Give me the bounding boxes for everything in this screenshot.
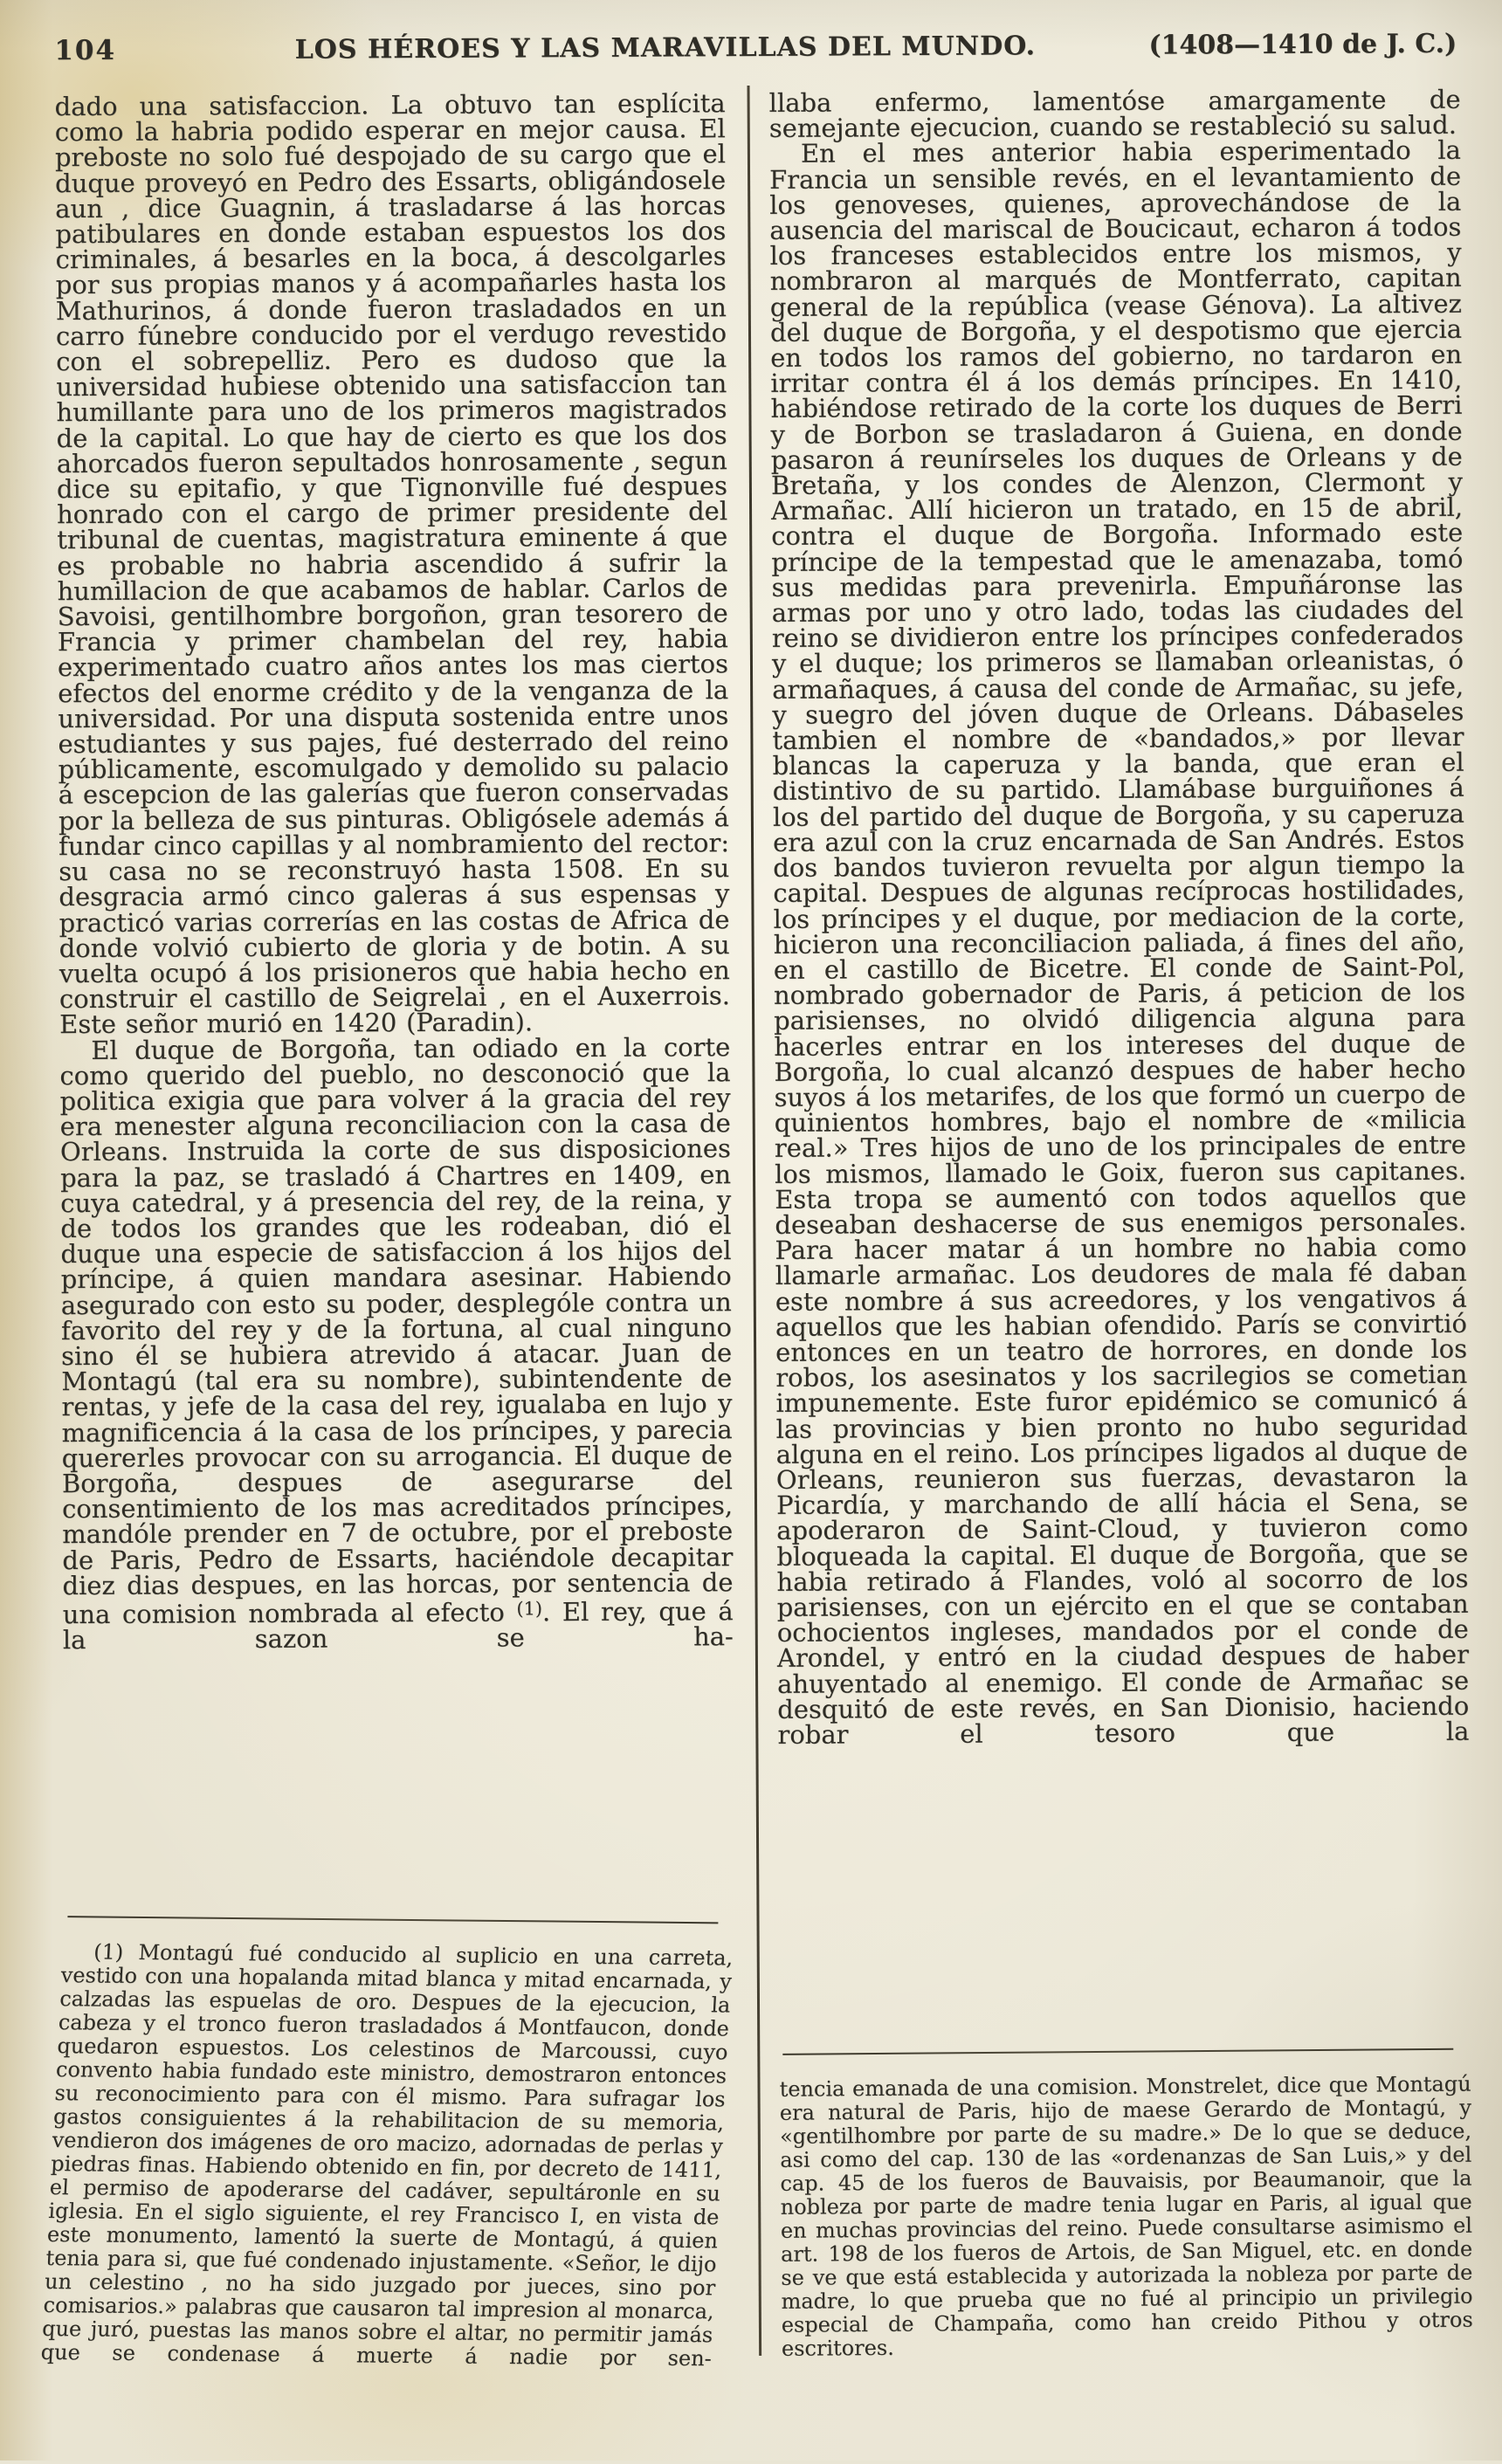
left-column (40, 88, 738, 2371)
left-paragraph-1: dado una satisfaccion. La obtuvo tan esplícita como la habria podido esperar en mejor causa. El preboste no solo fué despojado de su cargo que el duque proveyó en Pedro des Essarts, obligándosele aun , dice Guagnin, á trasladarse á las horcas patibulares en donde estaban espuestos los dos criminales, á besarles en la boca, á descolgarles por sus propias manos y á acompañarles hasta los Mathurinos, á donde fueron trasladados en un carro fúnebre conducido por el verdugo revestido con el sobrepelliz. Pero es dudoso que la universidad hubiese obtenido una satisfaccion tan humillante para uno de los primeros magistrados de la capital. Lo que hay de cierto es que los dos ahorcados fueron sepultados honrosamente , segun dice su epitafio, y que Tignonville fué despues honrado con el cargo de primer presidente del tribunal de cuentas, magistratura eminente á que es probable no habria ascendido á sufrir la humillacion de que acabamos de hablar. Carlos de Savoisi, gentilhombre borgoñon, gran tesorero de Francia y primer chambelan del rey, habia experimentado cuatro años antes los mas ciertos efectos del enorme crédito y de la venganza de la universidad. Por una disputa sostenida entre unos estudiantes y sus pajes, fué desterrado del reino públicamente, escomulgado y demolido su palacio á escepcion de las galerías que fueron conservadas por la belleza de sus pinturas. Obligósele además á fundar cinco capillas y al nombramiento del rector: su casa no se reconstruyó hasta 1508. En su desgracia armó cinco galeras á sus espensas y practicó varias correrías en las costas de Africa de donde volvió cubierto de gloria y de botin. A su vuelta ocupó á los prisioneros que habia hecho en construir el castillo de Seigrelai , en el Auxerrois. Este señor murió en 1420 (Paradin). (54, 88, 731, 1040)
footnote-separator-rule (67, 1916, 718, 1924)
right-paragraph-2: En el mes anterior habia esperimentado la Francia un sensible revés, en el levantamiento de los genoveses, quienes, aprovechándose de la ausencia del mariscal de Boucicaut, echaron á todos los franceses establecidos entre los mismos, y nombraron al marqués de Montferrato, capitan general de la república (vease Génova). La altivez del duque de Borgoña, y el despotismo que ejercia en todos los ramos del gobierno, no tardaron en irritar contra él á los demás príncipes. En 1410, habiéndose retirado de la corte los duques de Berri y de Borbon se trasladaron á Guiena, en donde pasaron á reunírseles los duques de Orleans y de Bretaña, y los condes de Alenzon, Clermont y Armañac. Allí hicieron un tratado, en 15 de abril, contra el duque de Borgoña. Informado este príncipe de la tempestad que le amenazaba, tomó sus medidas para prevenirla. Empuñáronse las armas por uno y otro lado, todas las ciudades del reino se dividieron entre los príncipes confederados y el duque; los primeros se llamaban orleanistas, ó armañaques, á causa del conde de Armañac, su jefe, y suegro del jóven duque de Orleans. Dábaseles tambien el nombre de «bandados,» por llevar blancas la caperuza y la banda, que eran el distintivo de su partido. Llamábase burguiñones á los del partido del duque de Borgoña, y su caperuza era azul con la cruz encarnada de San Andrés. Estos dos bandos tuvieron revuelta por algun tiempo la capital. Despues de algunas recíprocas hostilidades, los príncipes y el duque, por mediacion de la corte, hicieron una reconciliacion paliada, á fines del año, en el castillo de Bicetre. El conde de Saint-Pol, nombrado gobernador de Paris, á peticion de los parisienses, no olvidó diligencia alguna para hacerles entrar en los intereses del duque de Borgoña, lo cual alcanzó despues de haber hecho suyos á los metarifes, de los que formó un cuerpo de quinientos hombres, bajo el nombre de «milicia real.» Tres hijos de uno de los principales de entre los mismos, llamado le Goix, fueron sus capitanes. Esta tropa se aumentó con todos aquellos que deseaban deshacerse de sus enemigos personales. Para hacer matar á un hombre no habia como llamarle armañac. Los deudores de mala fé daban este nombre á sus acreedores, y los vengativos á aquellos que les habian ofendido. París se convirtió entonces en un teatro de horrores, en donde los robos, los asesinatos y los sacrilegios se cometian impunemente. Este furor epidémico se comunicó á las provincias y bien pronto no hubo seguridad alguna en el reino. Los príncipes ligados al duque de Orleans, reunieron sus fuerzas, devastaron la Picardía, y marchando de allí hácia el Sena, se apoderaron de Saint-Cloud, y tuvieron como bloqueada la capital. El duque de Borgoña, que se habia retirado á Flandes, voló al socorro de los parisienses, con un ejército en el que se contaban ochocientos ingleses, mandados por el conde de Arondel, y entró en la ciudad despues de haber ahuyentado al enemigo. El conde de Armañac se desquitó de este revés, en San Dionisio, haciendo robar el tesoro que la (768, 135, 1470, 1750)
footnote-separator-rule (782, 2048, 1453, 2055)
left-paragraph-2-text: El duque de Borgoña, tan odiado en la corte como querido del pueblo, no desconoció que la politica exigia que para volver á la gracia del rey era menester alguna reconciliacion con la casa de Orleans. Instruida la corte de sus disposiciones para la paz, se trasladó á Chartres en 1409, en cuya catedral, y á presencia del rey, de la reina, y de todos los grandes que les rodeaban, dió el duque una especie de satisfaccion á los hijos del príncipe, á quien mandara asesinar. Habiendo asegurado con esto su poder, desplególe contra un favorito del rey y de la fortuna, al cual ninguno sino él se hubiera atrevido á atacar. Juan de Montagú (tal era su nombre), subintendente de rentas, y jefe de la casa del rey, igualaba en lujo y magnificencia á la casa de los príncipes, y parecia quererles provocar con su arrogancia. El duque de Borgoña, despues de asegurarse del consentimiento de los mas acreditados príncipes, mandóle prender en 7 de octubre, por el preboste de Paris, Pedro de Essarts, haciéndole decapitar diez dias despues, en las horcas, por sentencia de una comision nombrada al efecto (59, 1031, 734, 1630)
header-date-range: (1408—1410 de J. C.) (1148, 28, 1457, 61)
text-columns (40, 84, 1473, 2371)
footnote-reference-mark: (1) (516, 1598, 543, 1620)
running-title: LOS HÉROES Y LAS MARAVILLAS DEL MUNDO. (294, 31, 1037, 65)
right-footnote-text: tencia emanada de una comision. Monstrelet, dice que Montagú era natural de Paris, hijo de maese Gerardo de Montagú, y «gentilhombre por parte de su madre.» De lo que se deduce, asi como del cap. 130 de las «ordenanzas de San Luis,» y del cap. 45 de los fueros de Bauvaisis, por Beaumanoir, que la nobleza por parte de madre tenia lugar en Paris, al igual que en muchas provincias del reino. Puede consultarse asimismo el art. 198 de los fueros de Artois, de San Miguel, etc. en donde se ve que está establecida y autorizada la nobleza por parte de madre, lo que prueba que no fué al principio un privilegio especial de Champaña, como han creido Pithou y otros escritores. (779, 2071, 1473, 2361)
left-paragraph-2 (59, 1031, 734, 1655)
right-footnote-block (779, 2048, 1473, 2361)
left-footnote-block (40, 1916, 734, 2371)
right-paragraph-1: llaba enfermo, lamentóse amargamente de semejante ejecucion, cuando se restableció su salud. (768, 84, 1461, 144)
right-column (768, 84, 1473, 2361)
left-paragraph-2-continuation: . El rey, que á la sazon se ha- (62, 1596, 734, 1655)
page-number: 104 (54, 34, 117, 67)
left-footnote-text: (1) Montagú fué conducido al suplicio en una carreta, vestido con una hopalanda mitad blanca y mitad encarnada, y calzadas las espuelas de oro. Despues de la ejecucion, la cabeza y el tronco fueron trasladados á Montfaucon, donde quedaron espuestos. Los celestinos de Marcoussi, cuyo convento habia fundado este ministro, demostraron entonces su reconocimiento para con él mismo. Para sufragar los gastos consiguientes á la rehabilitacion de su memoria, vendieron dos imágenes de oro macizo, adornadas de perlas y piedras finas. Habiendo obtenido en fin, por decreto de 1411, el permiso de apoderarse del cadáver, sepultáronle en su iglesia. En el siglo siguiente, el rey Francisco I, en vista de este monumento, lamentó la suerte de Montagú, á quien tenia para si, que fué condenado injustamente. «Señor, le dijo un celestino , no ha sido juzgado por jueces, sino por comisarios.» palabras que causaron tal impresion al monarca, que juró, puestas las manos sobre el altar, no permitir jamás que se condenase á muerte á nadie por sen- (40, 1939, 734, 2371)
page-header (54, 28, 1457, 66)
